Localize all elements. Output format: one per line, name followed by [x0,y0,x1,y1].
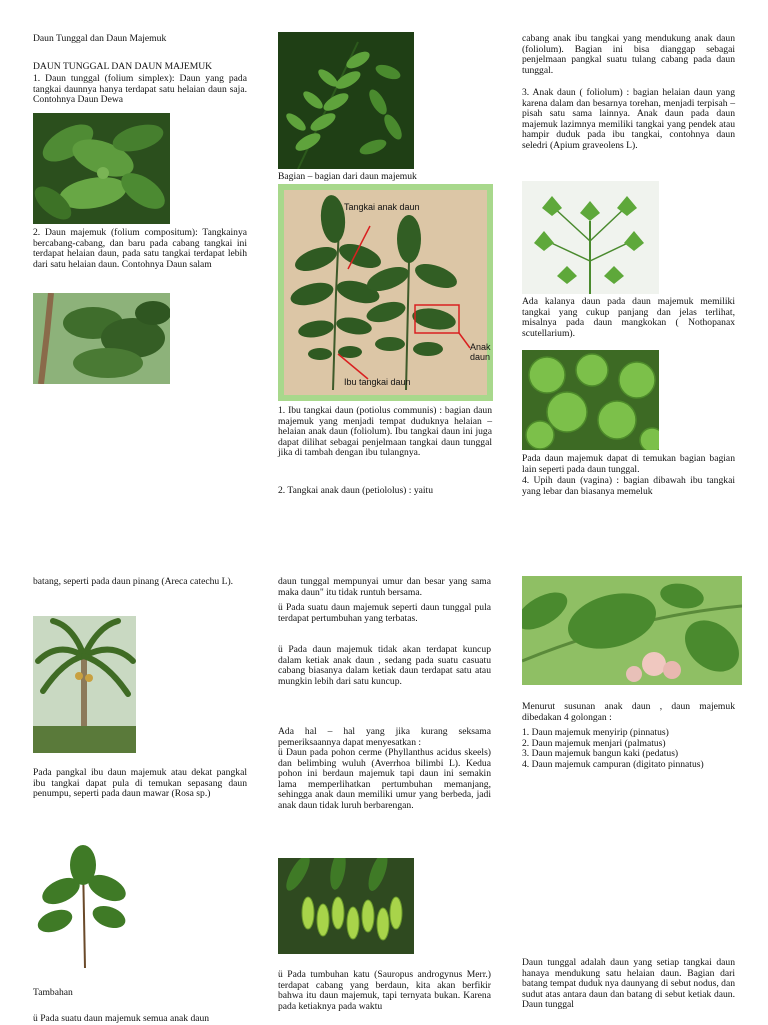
mawar-leaf-photo [33,843,131,971]
compound-leaf-types-list [522,728,735,770]
paragraph-pertumbuhan: ü Pada suatu daun majemuk seperti daun tunggal pula terdapat pertumbuhan yang terbatas. [278,602,491,624]
celery-leaf-icon [522,181,659,294]
list-item: 2. Daun majemuk menjari (palmatus) [522,737,666,749]
label-ibu-tangkai-daun: Ibu tangkai daun [344,377,411,387]
paragraph-tangkai-anak: 2. Tangkai anak daun (petiololus) : yaitu [278,485,434,496]
pinang-photo [33,616,136,753]
paragraph-daun-majemuk: 2. Daun majemuk (folium compositum): Tangkainya bercabang-cabang, dan baru pada cabang tangkai ini terdapat helaian daun, pada satu tangkai terdapat lebih dari satu helaian daun. Contohnya Daun salam [33,227,247,270]
paragraph-umur-daun: daun tunggal mempunyai umur dan besar yang sama maka daun" itu tidak runtuh bersama. [278,576,491,598]
paragraph-daun-tunggal: 1. Daun tunggal (folium simplex): Daun yang pada tangkai daunnya hanya terdapat satu helaian daun saja. Contohnya Daun Dewa [33,73,247,106]
belimbing-photo [278,858,414,954]
paragraph-katu: ü Pada tumbuhan katu (Sauropus androgynus Merr.) terdapat cabang yang berdaun, kita akan berfikir bahwa itu daun majemuk, tapi ternyata bukan. Karena pada ketiaknya pada waktu [278,969,491,1012]
section-heading: DAUN TUNGGAL DAN DAUN MAJEMUK [33,61,213,72]
label-anak-daun: Anak daun [470,342,491,362]
rose-leaf-icon [33,843,131,971]
compound-leaf-diagram [278,184,493,401]
palm-tree-icon [33,616,136,753]
paragraph-daun-penumpu: Pada pangkal ibu daun majemuk atau dekat pangkal ibu tangkai dapat pula di temukan sepasang daun penumpu, seperti pada daun mawar (Rosa sp.) [33,767,247,800]
curry-leaf-photo [278,32,414,169]
round-leaf-icon [522,350,659,450]
mangkokan-photo [522,350,659,450]
daun-dewa-leaves-icon [33,113,170,224]
seledri-photo [522,181,659,294]
daun-salam-photo [33,293,170,384]
paragraph-cabang-anak: cabang anak ibu tangkai yang mendukung anak daun (foliolum). Bagian ini bisa dianggap sebagai penjelmaan pangkal suatu tulang cabang pada daun tunggal. [522,33,735,76]
paragraph-menyesatkan: Ada hal – hal yang jika kurang seksama pemeriksaannya dapat menyesatkan : [278,726,491,748]
document-title: Daun Tunggal dan Daun Majemuk [33,33,167,44]
list-item: 4. Daun majemuk campuran (digitato pinnatus) [522,758,704,770]
daun-salam-tree-icon [33,293,170,384]
paragraph-anak-daun: 3. Anak daun ( foliolum) : bagian helaian daun yang karena dalam dan besarnya torehan, menjadi terpisah – pisah satu sama lainnya. Anak daun pada daun majemuk lazimnya memiliki tangkai yang pendek atau hampir duduk pada ibu tangkai, contohnya daun seledri (Apium graveolens L). [522,87,735,151]
paragraph-bagian-lain: Pada daun majemuk dapat di temukan bagian bagian lain seperti pada daun tunggal. [522,453,735,475]
katu-leaf-icon [522,576,742,685]
paragraph-kuncup: ü Pada daun majemuk tidak akan terdapat kuncup dalam ketiak anak daun , sedang pada suatu casuatu cabang biasanya dalam ketiak daun terdapat satu atau mungkin lebih dari satu kuncup. [278,644,491,687]
paragraph-ibu-tangkai: 1. Ibu tangkai daun (potiolus communis) : bagian daun majemuk yang menjadi tempat duduknya helaian – helaian anak daun (foliolum). Ibu tangkai daun ini juga dapat dilihat sebagai penjelmaan tangkai daun tunggal jika di tambah dengan ibu tulangnya. [278,405,492,459]
paragraph-pinang: batang, seperti pada daun pinang (Areca catechu L). [33,576,234,587]
list-item: 1. Daun majemuk menyirip (pinnatus) [522,727,669,738]
heading-tambahan: Tambahan [33,987,73,998]
paragraph-tambahan: ü Pada suatu daun majemuk semua anak daun [33,1013,210,1024]
compound-leaf-icon [278,32,414,169]
list-item: 3. Daun majemuk bangun kaki (pedatus) [522,748,679,760]
paragraph-cerme: ü Daun pada pohon cerme (Phyllanthus acidus skeels) dan belimbing wuluh (Averrhoa bilimbi L). Kedua pohon ini berdaun majemuk tapi daun ini semakin lama memperlihatkan pertumbuhan memanjang, sehingga anak daun memiliki umur yang berbeda, jadi anak daun tidak luruh berbarengan. [278,747,491,811]
katu-photo [522,576,742,685]
paragraph-susunan: Menurut susunan anak daun , daun majemuk dibedakan 4 golongan : [522,701,735,723]
diagram-caption: Bagian – bagian dari daun majemuk [278,171,417,182]
daun-dewa-photo [33,113,170,224]
paragraph-upih-daun: 4. Upih daun (vagina) : bagian dibawah ibu tangkai yang lebar dan biasanya memeluk [522,475,735,497]
label-tangkai-anak-daun: Tangkai anak daun [344,202,420,212]
bilimbi-fruit-icon [278,858,414,954]
leaf-parts-diagram-icon [278,184,493,401]
paragraph-daun-tunggal-def: Daun tunggal adalah daun yang setiap tangkai daun hanaya mendukung satu helaian daun. Bagian dari batang tempat duduk nya daunyang di sebut nodus, dan sudut atas antara daun dan batang di sebut ketiak daun. Daun tunggal [522,957,735,1011]
paragraph-mangkokan: Ada kalanya daun pada daun majemuk memiliki tangkai yang cukup panjang dan jelas terlihat, misalnya pada daun mangkokan ( Nothopanax scutellarium). [522,296,735,339]
